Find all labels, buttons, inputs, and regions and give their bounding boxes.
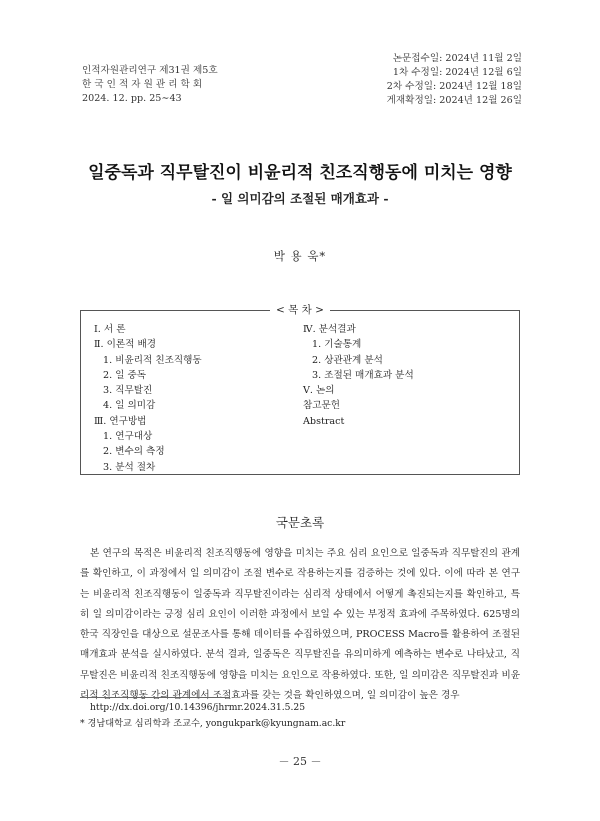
society-name: 한 국 인 적 자 원 관 리 학 회: [82, 79, 203, 90]
toc-item: 참고문헌: [303, 400, 341, 412]
accepted-date: 게재확정일: 2024년 12월 26일: [386, 95, 522, 106]
author-name: 박 용 욱*: [273, 249, 327, 263]
toc-item: 1. 연구대상: [103, 431, 153, 443]
toc-item: Ⅰ. 서 론: [94, 324, 126, 335]
issue-info: 2024. 12. pp. 25∼43: [82, 93, 182, 104]
author-affiliation: * 경남대학교 심리학과 조교수, yongukpark@kyungnam.ac.kr: [80, 718, 346, 729]
toc-heading: [0, 302, 600, 317]
footnote-divider: [80, 697, 230, 698]
page-number: － 25 －: [278, 755, 322, 768]
toc-item: 2. 상관관계 분석: [312, 354, 383, 366]
footnotes: [80, 700, 345, 732]
doi-link[interactable]: http://dx.doi.org/10.14396/jhrmr.2024.31.5.25: [90, 702, 306, 713]
toc-item: 3. 조절된 매개효과 분석: [312, 369, 414, 381]
toc-item: 4. 일 의미감: [103, 400, 156, 412]
journal-meta: [82, 64, 218, 106]
toc-item: 2. 변수의 측정: [103, 446, 165, 458]
toc-left-column: [94, 322, 202, 475]
toc-heading-text: < 목 차 >: [270, 304, 330, 316]
submission-dates: [387, 52, 522, 108]
toc-item: Ⅲ. 연구방법: [94, 415, 147, 427]
toc-right-column: [303, 322, 414, 429]
toc-item: Ⅳ. 분석결과: [303, 324, 356, 335]
toc-item: 1. 기술통계: [312, 339, 362, 351]
toc-item: 2. 일 중독: [103, 369, 147, 381]
journal-name: 인적자원관리연구 제31권 제5호: [82, 65, 218, 76]
toc-item: Ⅴ. 논의: [303, 385, 335, 397]
abstract-heading: 국문초록: [275, 515, 325, 530]
toc-item: Ⅱ. 이론적 배경: [94, 339, 157, 351]
revision2-date: 2차 수정일: 2024년 12월 18일: [386, 81, 522, 92]
received-date: 논문접수일: 2024년 11월 2일: [392, 53, 522, 64]
paper-subtitle: - 일 의미감의 조절된 매개효과 -: [211, 191, 389, 206]
abstract-body: 본 연구의 목적은 비윤리적 친조직행동에 영향을 미치는 주요 심리 요인으로 일중독과 직무탈진의 관계를 확인하고, 이 과정에서 일 의미감이 조절 변수로 작용하는지를 검증하는 것에 있다. 이에 따라 본 연구는 비윤리적 친조직행동이 일중독과 직무탈진이라는 심리적 상태에서 어떻게 촉진되는지를 확인하고, 특히 일 의미감이라는 긍정 심리 요인이 이러한 과정에서 보일 수 있는 부정적 효과에 주목하였다. 625명의 한국 직장인을 대상으로 설문조사를 통해 데이터를 수집하였으며, PROCESS Macro를 활용하여 조절된 매개효과 분석을 실시하였다. 분석 결과, 일중독은 직무탈진을 유의미하게 예측하는 변수로 나타났고, 직무탈진은 비윤리적 친조직행동에 영향을 미치는 요인으로 작용하였다. 또한, 일 의미감은 직무탈진과 비윤리적 친조직행동 간의 관계에서 조절효과를 갖는 것을 확인하였으며, 일 의미감이 높은 경우: [80, 548, 520, 702]
paper-title: 일중독과 직무탈진이 비윤리적 친조직행동에 미치는 영향: [88, 163, 512, 183]
toc-item: 3. 직무탈진: [103, 385, 153, 397]
revision1-date: 1차 수정일: 2024년 12월 6일: [392, 67, 522, 78]
toc-item: 3. 분석 절차: [103, 461, 156, 473]
toc-item: 1. 비윤리적 친조직행동: [103, 354, 202, 366]
toc-item: Abstract: [303, 415, 345, 427]
